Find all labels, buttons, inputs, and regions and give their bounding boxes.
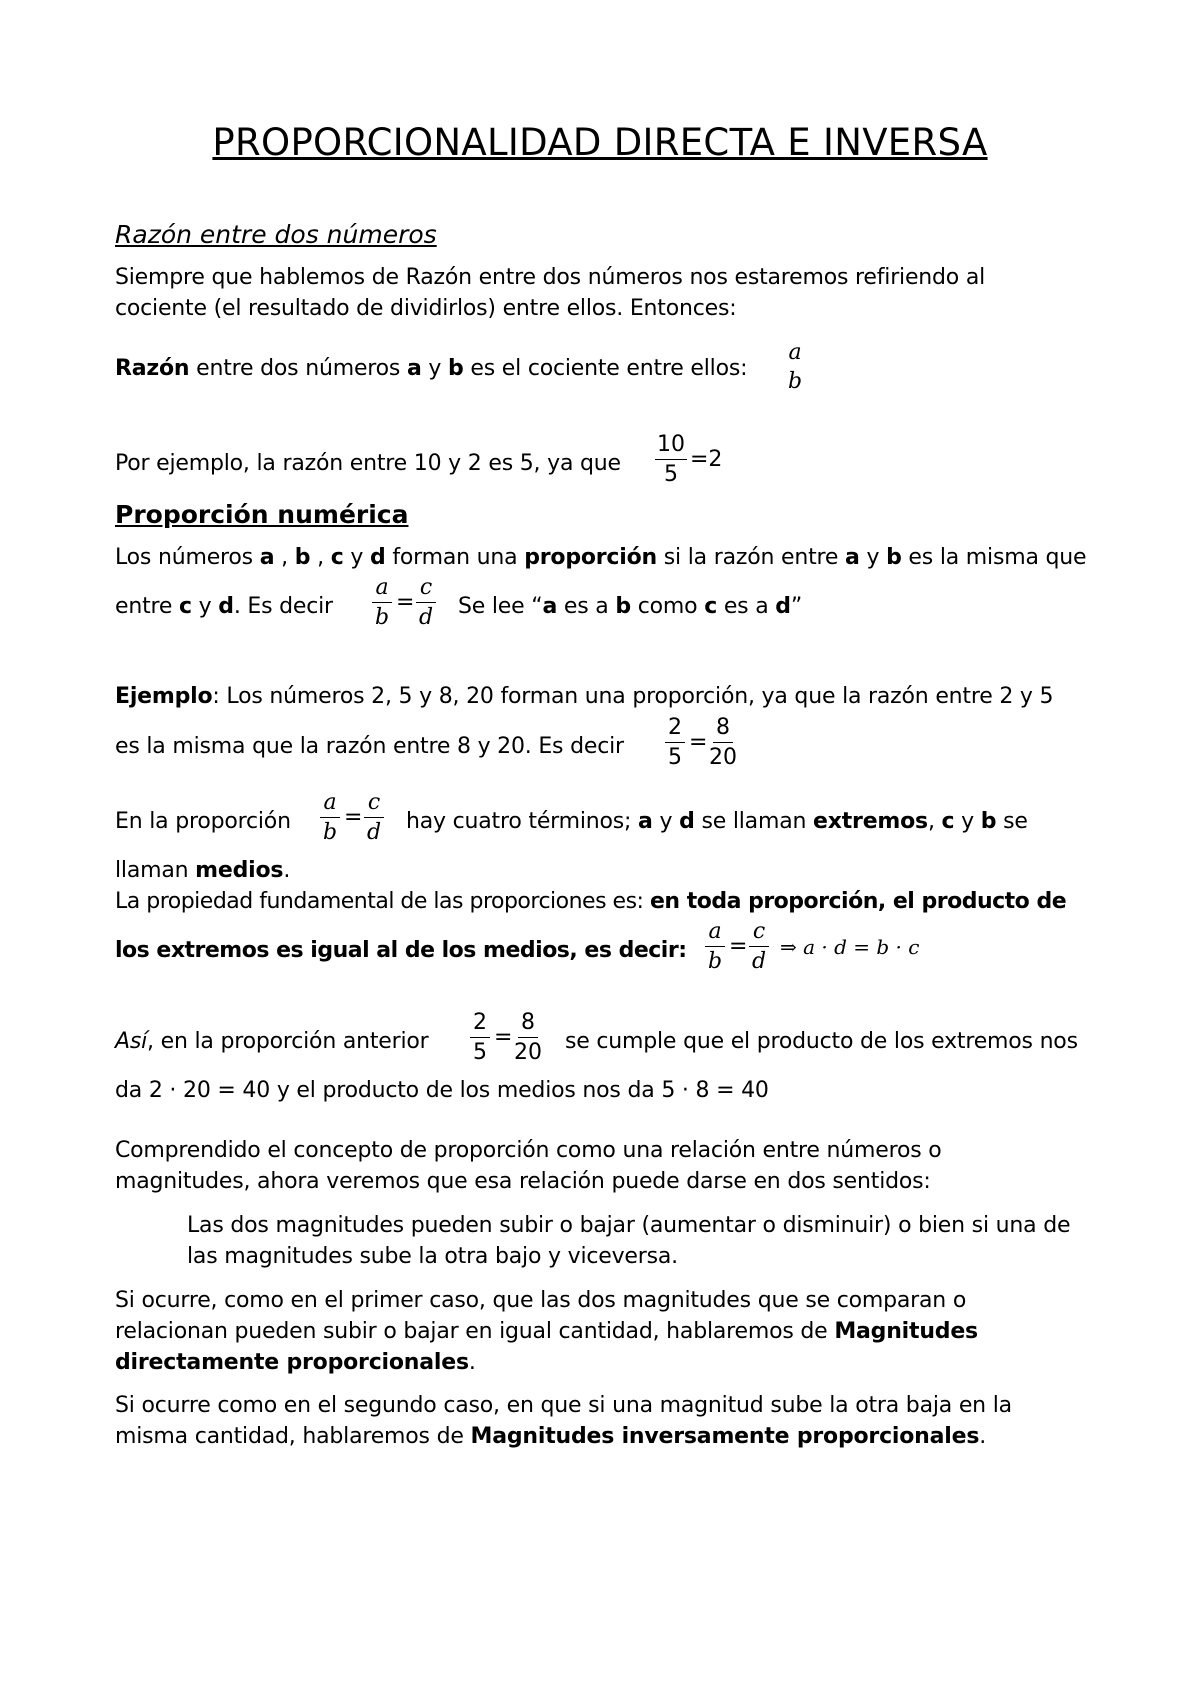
paragraph-line: entre c y d. Es decir [115, 594, 333, 619]
paragraph-line: magnitudes, ahora veremos que esa relación puede darse en dos sentidos: [115, 1169, 931, 1194]
paragraph-line: La propiedad fundamental de las proporciones es: en toda proporción, el producto de [115, 889, 1067, 914]
fraction-a-over-b: a b [787, 340, 803, 394]
term-extremos: extremos [813, 809, 928, 834]
indented-line: las magnitudes sube la otra bajo y viceversa. [187, 1244, 678, 1269]
fraction-8-over-20: $\frac{8}{20}$ [514, 1010, 542, 1065]
product-equation: ⇒ a · d = b · c [780, 935, 920, 959]
equals-result: =2 [690, 447, 723, 472]
paragraph-line: Siempre que hablemos de Razón entre dos números nos estaremos refiriendo al [115, 265, 986, 290]
paragraph-line: Así, en la proporción anterior [115, 1029, 429, 1054]
reading-note: Se lee “a es a b como c es a d” [458, 594, 803, 619]
paragraph-line: se cumple que el producto de los extremos nos [565, 1029, 1078, 1054]
paragraph-line: llaman medios. [115, 858, 291, 883]
definition-line: Razón entre dos números a y b es el cociente entre ellos: [115, 356, 748, 381]
equals-sign: = [689, 730, 708, 755]
fraction-10-over-5: $\frac{10}{5}$ [657, 432, 685, 487]
fraction-8-over-20: $\frac{8}{20}$ [709, 715, 737, 770]
paragraph-line: hay cuatro términos; a y d se llaman extremos, c y b se [406, 809, 1028, 834]
paragraph-line: Si ocurre como en el segundo caso, en que si una magnitud sube la otra baja en la [115, 1393, 1012, 1418]
equals-sign: = [494, 1025, 513, 1050]
example-line: Ejemplo: Los números 2, 5 y 8, 20 forman una proporción, ya que la razón entre 2 y 5 [115, 684, 1054, 709]
paragraph-line: cociente (el resultado de dividirlos) entre ellos. Entonces: [115, 296, 737, 321]
equals-sign: = [729, 934, 748, 959]
fraction-2-over-5: $\frac{2}{5}$ [665, 715, 685, 771]
fraction-c-over-d: $\frac{c}{d}$ [749, 919, 769, 975]
example-label: Ejemplo [115, 684, 213, 709]
term-medios: medios [195, 858, 284, 883]
term-inversamente-proporcionales: Magnitudes inversamente proporcionales [470, 1424, 980, 1449]
paragraph-line: directamente proporcionales. [115, 1350, 476, 1375]
equals-sign: = [396, 590, 415, 615]
fraction-a-over-b: $\frac{a}{b}$ [705, 919, 725, 975]
paragraph-line: da 2 · 20 = 40 y el producto de los medios nos da 5 · 8 = 40 [115, 1078, 769, 1103]
paragraph-line: los extremos es igual al de los medios, es decir: [115, 938, 687, 963]
indented-line: Las dos magnitudes pueden subir o bajar (aumentar o disminuir) o bien si una de [187, 1213, 1071, 1238]
fraction-a-over-b: $\frac{a}{b}$ [320, 790, 340, 846]
paragraph-line: Comprendido el concepto de proporción como una relación entre números o [115, 1138, 942, 1163]
example-line: es la misma que la razón entre 8 y 20. Es decir [115, 734, 624, 759]
definition-term: Razón [115, 356, 190, 381]
term-directamente-proporcionales: directamente proporcionales [115, 1350, 469, 1375]
paragraph-line: Si ocurre, como en el primer caso, que las dos magnitudes que se comparan o [115, 1288, 967, 1313]
fraction-2-over-5: $\frac{2}{5}$ [470, 1010, 490, 1066]
paragraph-line: misma cantidad, hablaremos de Magnitudes inversamente proporcionales. [115, 1424, 987, 1449]
example-line: Por ejemplo, la razón entre 10 y 2 es 5, ya que [115, 451, 621, 476]
paragraph-line: relacionan pueden subir o bajar en igual cantidad, hablaremos de Magnitudes [115, 1319, 978, 1344]
fraction-c-over-d: $\frac{c}{d}$ [364, 790, 384, 846]
paragraph-line: Los números a , b , c y d forman una proporción si la razón entre a y b es la misma que [115, 545, 1087, 570]
page-title: PROPORCIONALIDAD DIRECTA E INVERSA [212, 121, 988, 164]
equals-sign: = [344, 805, 363, 830]
fraction-c-over-d: $\frac{c}{d}$ [416, 575, 436, 631]
section-heading-proporcion: Proporción numérica [115, 500, 409, 529]
section-heading-razon: Razón entre dos números [115, 220, 437, 249]
paragraph-line: En la proporción [115, 809, 291, 834]
fraction-a-over-b: $\frac{a}{b}$ [372, 575, 392, 631]
